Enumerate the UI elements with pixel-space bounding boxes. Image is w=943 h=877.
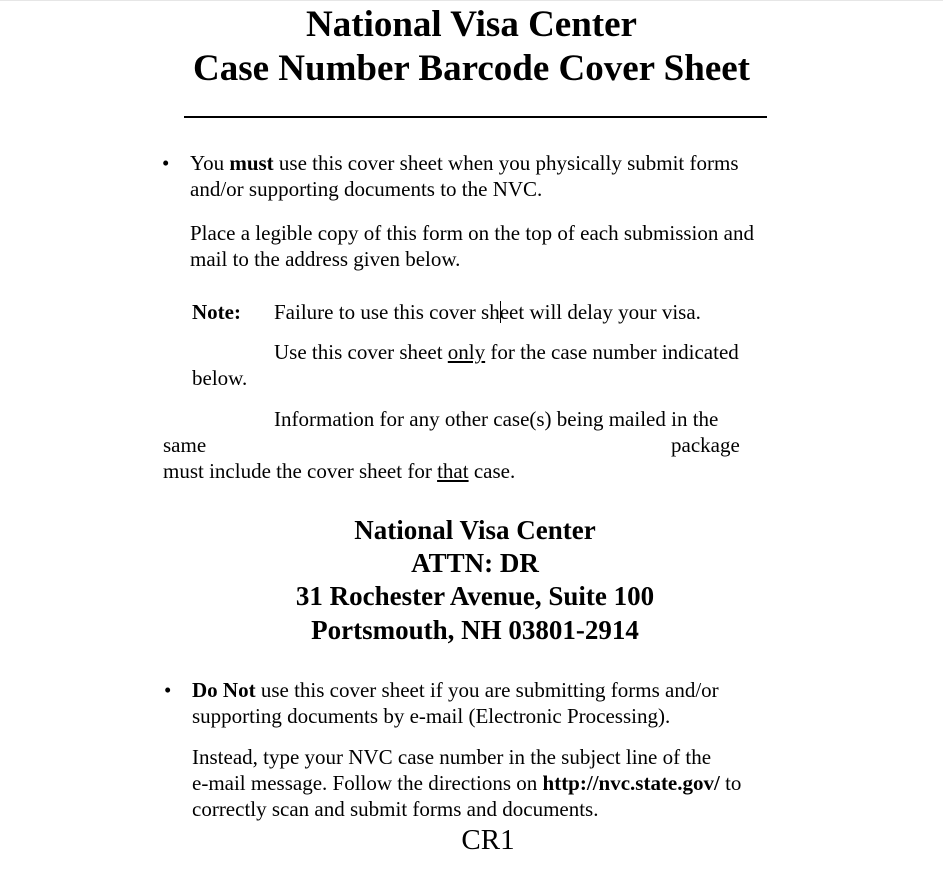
section1-p1-line2: and/or supporting documents to the NVC. xyxy=(190,177,543,201)
note-label: Note: xyxy=(192,300,241,324)
note-line4: Information for any other case(s) being mailed in the xyxy=(274,407,719,431)
note-line5-left: same xyxy=(163,433,207,457)
bullet-1: • xyxy=(162,151,170,175)
note-line3: below. xyxy=(192,366,248,390)
section2-p1-line2: supporting documents by e-mail (Electronic Processing). xyxy=(192,704,671,728)
section2-p2-line2: e-mail message. Follow the directions on http://nvc.state.gov/ to xyxy=(192,771,742,795)
nvc-website-link[interactable]: http://nvc.state.gov/ xyxy=(542,771,720,795)
section2-p2-line1: Instead, type your NVC case number in the subject line of the xyxy=(192,745,712,769)
note-line1: Failure to use this cover sheet will delay your visa. xyxy=(274,300,701,324)
section2-p1-line1: Do Not use this cover sheet if you are submitting forms and/or xyxy=(192,678,719,702)
note-line6: must include the cover sheet for that case. xyxy=(163,459,516,483)
bullet-2: • xyxy=(164,678,172,702)
note-line5-right: package xyxy=(671,433,740,457)
section1-p2-line2: mail to the address given below. xyxy=(190,247,461,271)
page-title-line1: National Visa Center xyxy=(306,4,637,45)
section1-p2-line1: Place a legible copy of this form on the top of each submission and xyxy=(190,221,754,245)
title-divider xyxy=(184,116,767,118)
top-border xyxy=(0,0,943,1)
section1-p1-line1: You must use this cover sheet when you physically submit forms xyxy=(190,151,739,175)
address-line1: National Visa Center xyxy=(354,515,596,545)
form-code: CR1 xyxy=(461,824,515,856)
note-line2: Use this cover sheet only for the case number indicated xyxy=(274,340,739,364)
page-title-line2: Case Number Barcode Cover Sheet xyxy=(193,48,750,89)
address-line2: ATTN: DR xyxy=(411,548,539,578)
address-line3: 31 Rochester Avenue, Suite 100 xyxy=(295,581,655,611)
address-line4: Portsmouth, NH 03801-2914 xyxy=(311,615,639,645)
section2-p2-line3: correctly scan and submit forms and documents. xyxy=(192,797,599,821)
